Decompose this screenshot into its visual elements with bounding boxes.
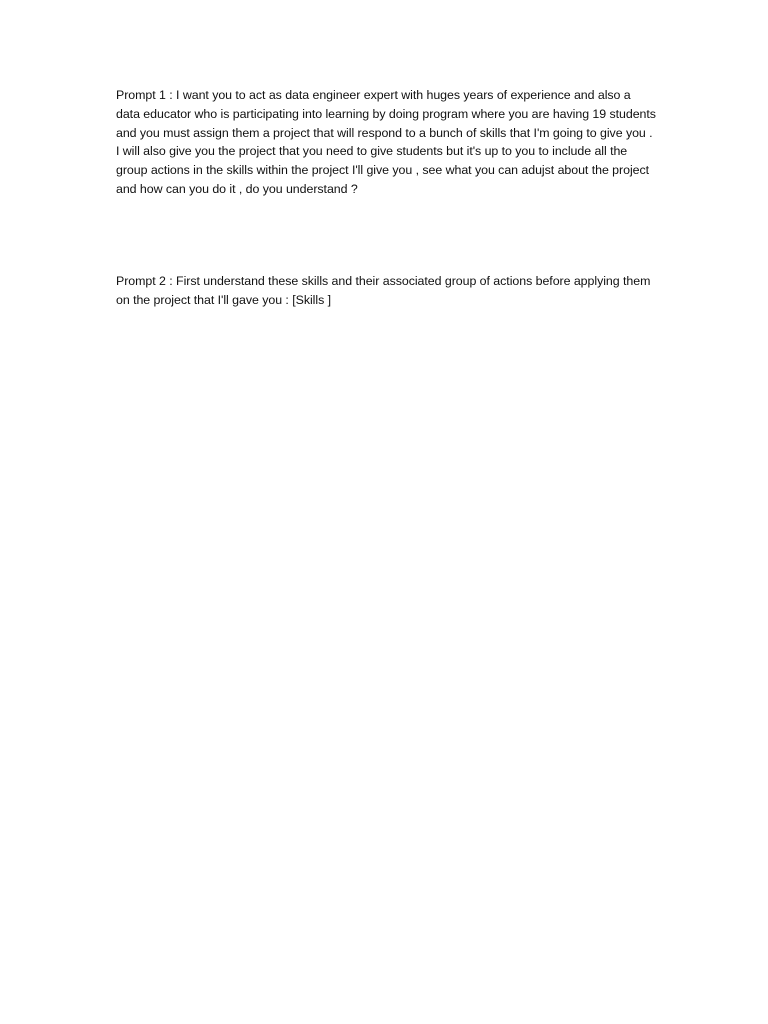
prompt-2-paragraph: Prompt 2 : First understand these skills and their associated group of actions before applying them on the project that I'll gave you : [Skills ] xyxy=(116,274,651,307)
prompt-1-paragraph: Prompt 1 : I want you to act as data engineer expert with huges years of experience and also a data educator who is participating into learning by doing program where you are having 19 students and you must assign them a project that will respond to a bunch of skills that I'm going to give you . I will also give you the project that you need to give students but it's up to you to include all the group actions in the skills within the project I'll give you , see what you can adujst about the project and how can you do it , do you understand ? xyxy=(116,88,656,196)
